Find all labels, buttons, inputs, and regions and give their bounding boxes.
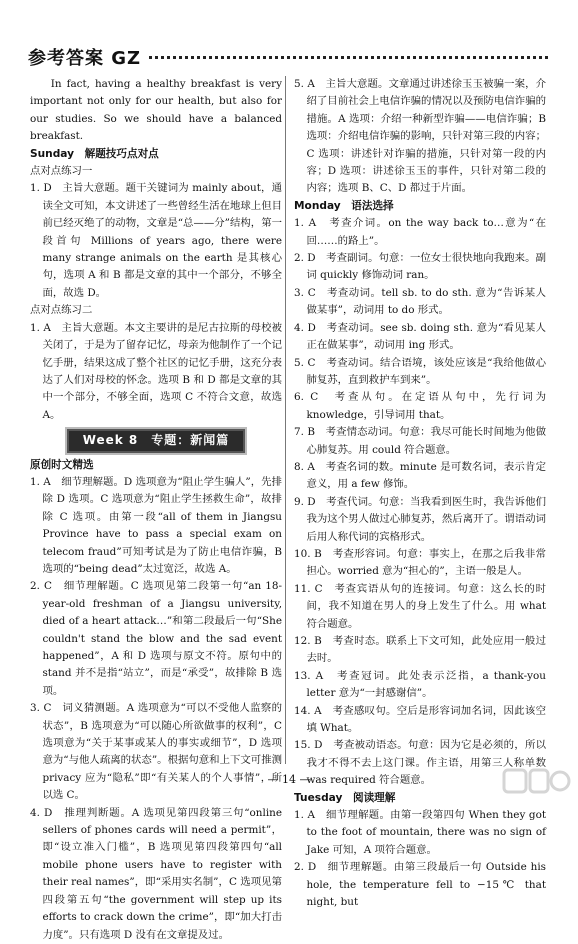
week-banner bbox=[30, 429, 282, 452]
sunday-heading: Sunday 解题技巧点对点 bbox=[30, 147, 159, 160]
grammar-item: 5. C 考查动词。结合语境，该处应该是“我给他做心肺复苏，直到救护车到来”。 bbox=[294, 356, 546, 386]
monday-heading: Monday 语法选择 bbox=[294, 199, 394, 212]
answer-item: 1. A 细节理解题。D 选项意为“阻止学生骗人”，先排除 D 选项。C 选项意为“阻止学生拯救生命”，故排除 C 选项。由第一段“all of them in Jiangsu Province have to pass a special exam on telecom fraud”可知考试是为了防止电信诈骗，B 选项的“being dead”太过宽泛，故选 A。 bbox=[30, 475, 282, 575]
grammar-item: 4. D 考查动词。see sb. doing sth. 意为“看见某人正在做某事”，动词用 ing 形式。 bbox=[294, 321, 546, 352]
answer-item: 3. C 词义猜测题。A 选项意为“可以不受他人监察的状态”，B 选项意为“可以随心所欲做事的权利”，C 选项意为“关于某事或某人的事实或细节”，D 选项意为“与他人疏离的状态”。根据句意和上下文可推测 privacy 应为“隐私”即“有关某人的个人事情”，所以选 C。 bbox=[30, 702, 282, 802]
grammar-item: 15. D 考查被动语态。句意：因为它是必须的，所以我才不得不去上这门课。作主语，用第三人称单数 was required 符合题意。 bbox=[294, 739, 546, 787]
practice1-item: 1. D 主旨大意题。题干关键词为 mainly about，通读全文可知，本文讲述了一些曾经生活在地球上但目前已经灭绝了的动物，文章是“总——分”结构，第一段首句 Millions of years ago, there were many strange animals on the earth 是其核心句，选项 A 和 B 都是文章的其中一个部分，不够全面，故选 D。 bbox=[30, 182, 282, 299]
left-column bbox=[30, 76, 282, 941]
right-column bbox=[294, 76, 546, 909]
grammar-item: 8. A 考查名词的数。minute 是可数名词，表示肯定意义，用 a few 修饰。 bbox=[294, 460, 546, 491]
grammar-item: 14. A 考查感叹句。空后是形容词加名词，因此该空填 What。 bbox=[294, 704, 546, 735]
intro-paragraph: In fact, having a healthy breakfast is very important not only for our health, but also for our studies. So we should have a balanced breakfast. bbox=[30, 78, 282, 143]
practice1-heading: 点对点练习一 bbox=[30, 165, 93, 178]
page-number: — 14 — bbox=[267, 773, 311, 786]
grammar-item: 13. A 考查冠词。此处表示泛指，a thank-you letter 意为“一封感谢信”。 bbox=[294, 669, 546, 700]
grammar-item: 11. C 考查宾语从句的连接词。句意：这么长的时间，我不知道在男人的身上发生了什么。用 what 符合题意。 bbox=[294, 582, 546, 630]
page-title: 参考答案 GZ bbox=[28, 48, 142, 69]
grammar-item: 10. B 考查形容词。句意：事实上，在那之后我非常担心。worried 意为“担心的”，主语一般是人。 bbox=[294, 547, 546, 578]
answer-item: 2. C 细节理解题。C 选项见第二段第一句“an 18-year-old freshman of a Jiangsu university, died of a heart attack…”和第二段最后一句“She couldn't stand the blow and the sad event happened”，A 和 D 选项与原文不符。原句中的 stand 并不是指“站立”，而是“承受”，故排除 B 选项。 bbox=[30, 580, 282, 697]
week-banner-label: Week 8 专题：新闻篇 bbox=[67, 429, 246, 452]
grammar-item: 3. C 考查动词。tell sb. to do sth. 意为“告诉某人做某事”，动词用 to do 形式。 bbox=[294, 286, 546, 317]
grammar-item: 1. A 考查介词。on the way back to…意为“在回……的路上”。 bbox=[294, 217, 546, 247]
grammar-item: 2. D 考查副词。句意：一位女士很快地向我跑来。副词 quickly 修饰动词 ran。 bbox=[294, 252, 546, 282]
answer-item: 5. A 主旨大意题。文章通过讲述徐玉玉被骗一案，介绍了目前社会上电信诈骗的情况以及预防电信诈骗的措施。A 选项：介绍一种新型诈骗——电信诈骗；B 选项：介绍电信诈骗的影响，只针对第三段的内容；C 选项：讲述针对诈骗的措施，只针对第一段的内容；D 选项：讲述徐玉玉的事件，只针对第二段的内容；选项 B、C、D 都过于片面。 bbox=[294, 78, 546, 195]
grammar-item: 7. B 考查情态动词。句意：我尽可能长时间地为他做心肺复苏。用 could 符合题意。 bbox=[294, 426, 546, 456]
answer-item: 4. D 推理判断题。A 选项见第四段第三句“online sellers of phones cards will need a permit”，即“设立准入门槛”，B 选项见第四段第四句“all mobile phone users have to register with their real names”，即“采用实名制”，C 选项见第四段第五句“the government will step up its efforts to crack down the crime”，即“加大打击力度”。只有选项 D 没有在文章提及过。 bbox=[30, 806, 282, 941]
grammar-item: 6. C 考查从句。在定语从句中，先行词为 knowledge，引导词用 that。 bbox=[294, 391, 546, 421]
watermark-logo-icon bbox=[502, 766, 572, 796]
header-dotted-rule bbox=[149, 56, 548, 59]
reading-heading: 原创时文精选 bbox=[30, 458, 94, 471]
tuesday-heading: Tuesday 阅读理解 bbox=[294, 791, 396, 804]
reading-item: 2. D 细节理解题。由第三段最后一句 Outside his hole, the temperature fell to −15℃ that night, but bbox=[294, 861, 546, 909]
practice2-heading: 点对点练习二 bbox=[30, 304, 93, 317]
page-header bbox=[28, 44, 548, 70]
grammar-item: 9. D 考查代词。句意：当我看到医生时，我告诉他们我为这个男人做过心肺复苏，然后离开了。谓语动词后用人称代词的宾格形式。 bbox=[294, 495, 546, 543]
grammar-item: 12. B 考查时态。联系上下文可知，此处应用一般过去时。 bbox=[294, 635, 546, 665]
reading-item: 1. A 细节理解题。由第一段第四句 When they got to the foot of mountain, there was no sign of Jake 可知，A 项符合题意。 bbox=[294, 809, 546, 856]
column-divider bbox=[285, 76, 286, 764]
practice2-item: 1. A 主旨大意题。本文主要讲的是尼古拉斯的母校被关闭了，于是为了留存记忆，母亲为他制作了一个记忆手册，结果这成了整个社区的记忆手册，这充分表达了人们对母校的怀念。选项 B 和 D 都是文章的其中一个部分，不够全面，选项 C 不符合文意，故选 A。 bbox=[30, 321, 282, 421]
